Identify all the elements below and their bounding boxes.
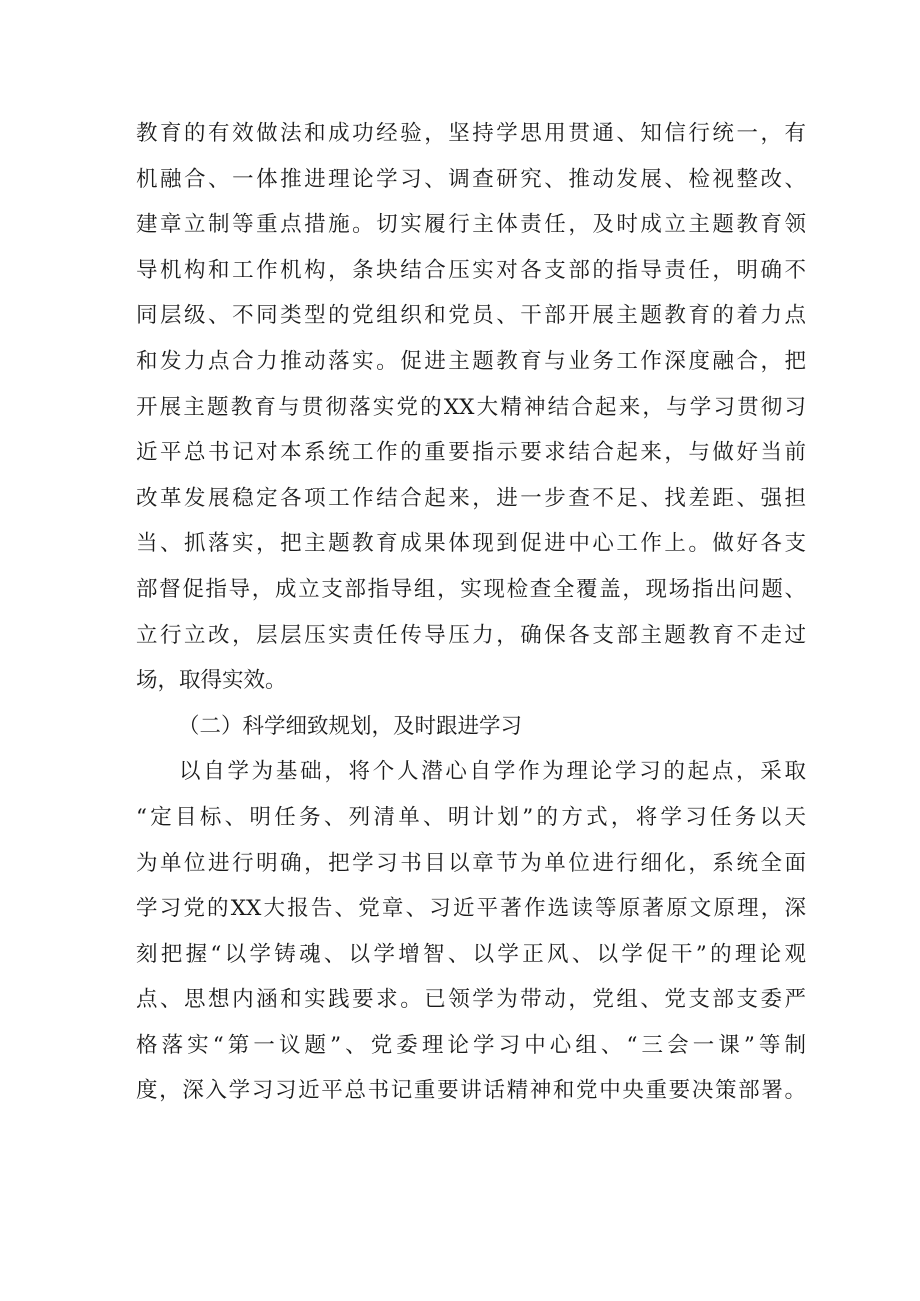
- paragraph-2: [136, 749, 806, 1114]
- paragraph-1-line: 部督促指导，成立支部指导组，实现检查全覆盖，现场指出问题、: [136, 576, 806, 602]
- paragraph-2-line: 学习党的XX大报告、党章、习近平著作选读等原著原文原理，深: [136, 896, 806, 922]
- paragraph-2-line: 格落实“第一议题”、党委理论学习中心组、“三会一课”等制: [136, 1032, 806, 1058]
- paragraph-1-line: 开展主题教育与贯彻落实党的XX大精神结合起来，与学习贯彻习: [136, 394, 806, 420]
- paragraph-1-line: 建章立制等重点措施。切实履行主体责任，及时成立主题教育领: [136, 212, 806, 238]
- paragraph-1-line: 当、抓落实，把主题教育成果体现到促进中心工作上。做好各支: [136, 531, 806, 557]
- paragraph-1-line: 立行立改，层层压实责任传导压力，确保各支部主题教育不走过: [136, 622, 806, 648]
- paragraph-1-line: 场，取得实效。: [136, 668, 287, 694]
- section-heading: （二）科学细致规划，及时跟进学习: [178, 713, 523, 739]
- paragraph-2-line: 刻把握“以学铸魂、以学增智、以学正风、以学促干”的理论观: [136, 941, 806, 967]
- paragraph-2-line: 为单位进行明确，把学习书目以章节为单位进行细化，系统全面: [136, 850, 806, 876]
- paragraph-1-line: 导机构和工作机构，条块结合压实对各支部的指导责任，明确不: [136, 257, 806, 283]
- document-body: [136, 111, 806, 1114]
- paragraph-2-line: 以自学为基础，将个人潜心自学作为理论学习的起点，采取: [179, 759, 806, 785]
- paragraph-1: [136, 111, 806, 704]
- paragraph-1-line: 同层级、不同类型的党组织和党员、干部开展主题教育的着力点: [136, 303, 806, 329]
- paragraph-1-line: 近平总书记对本系统工作的重要指示要求结合起来，与做好当前: [136, 440, 806, 466]
- paragraph-1-line: 机融合、一体推进理论学习、调查研究、推动发展、检视整改、: [136, 166, 806, 192]
- paragraph-2-line: 度，深入学习习近平总书记重要讲话精神和党中央重要决策部署。: [136, 1078, 806, 1104]
- paragraph-2-line: 点、思想内涵和实践要求。已领学为带动，党组、党支部支委严: [136, 987, 806, 1013]
- paragraph-2-line: “定目标、明任务、列清单、明计划”的方式，将学习任务以天: [136, 804, 806, 830]
- paragraph-1-line: 教育的有效做法和成功经验，坚持学思用贯通、知信行统一，有: [136, 121, 806, 146]
- paragraph-1-line: 和发力点合力推动落实。促进主题教育与业务工作深度融合，把: [136, 348, 806, 374]
- paragraph-1-line: 改革发展稳定各项工作结合起来，进一步查不足、找差距、强担: [136, 485, 806, 511]
